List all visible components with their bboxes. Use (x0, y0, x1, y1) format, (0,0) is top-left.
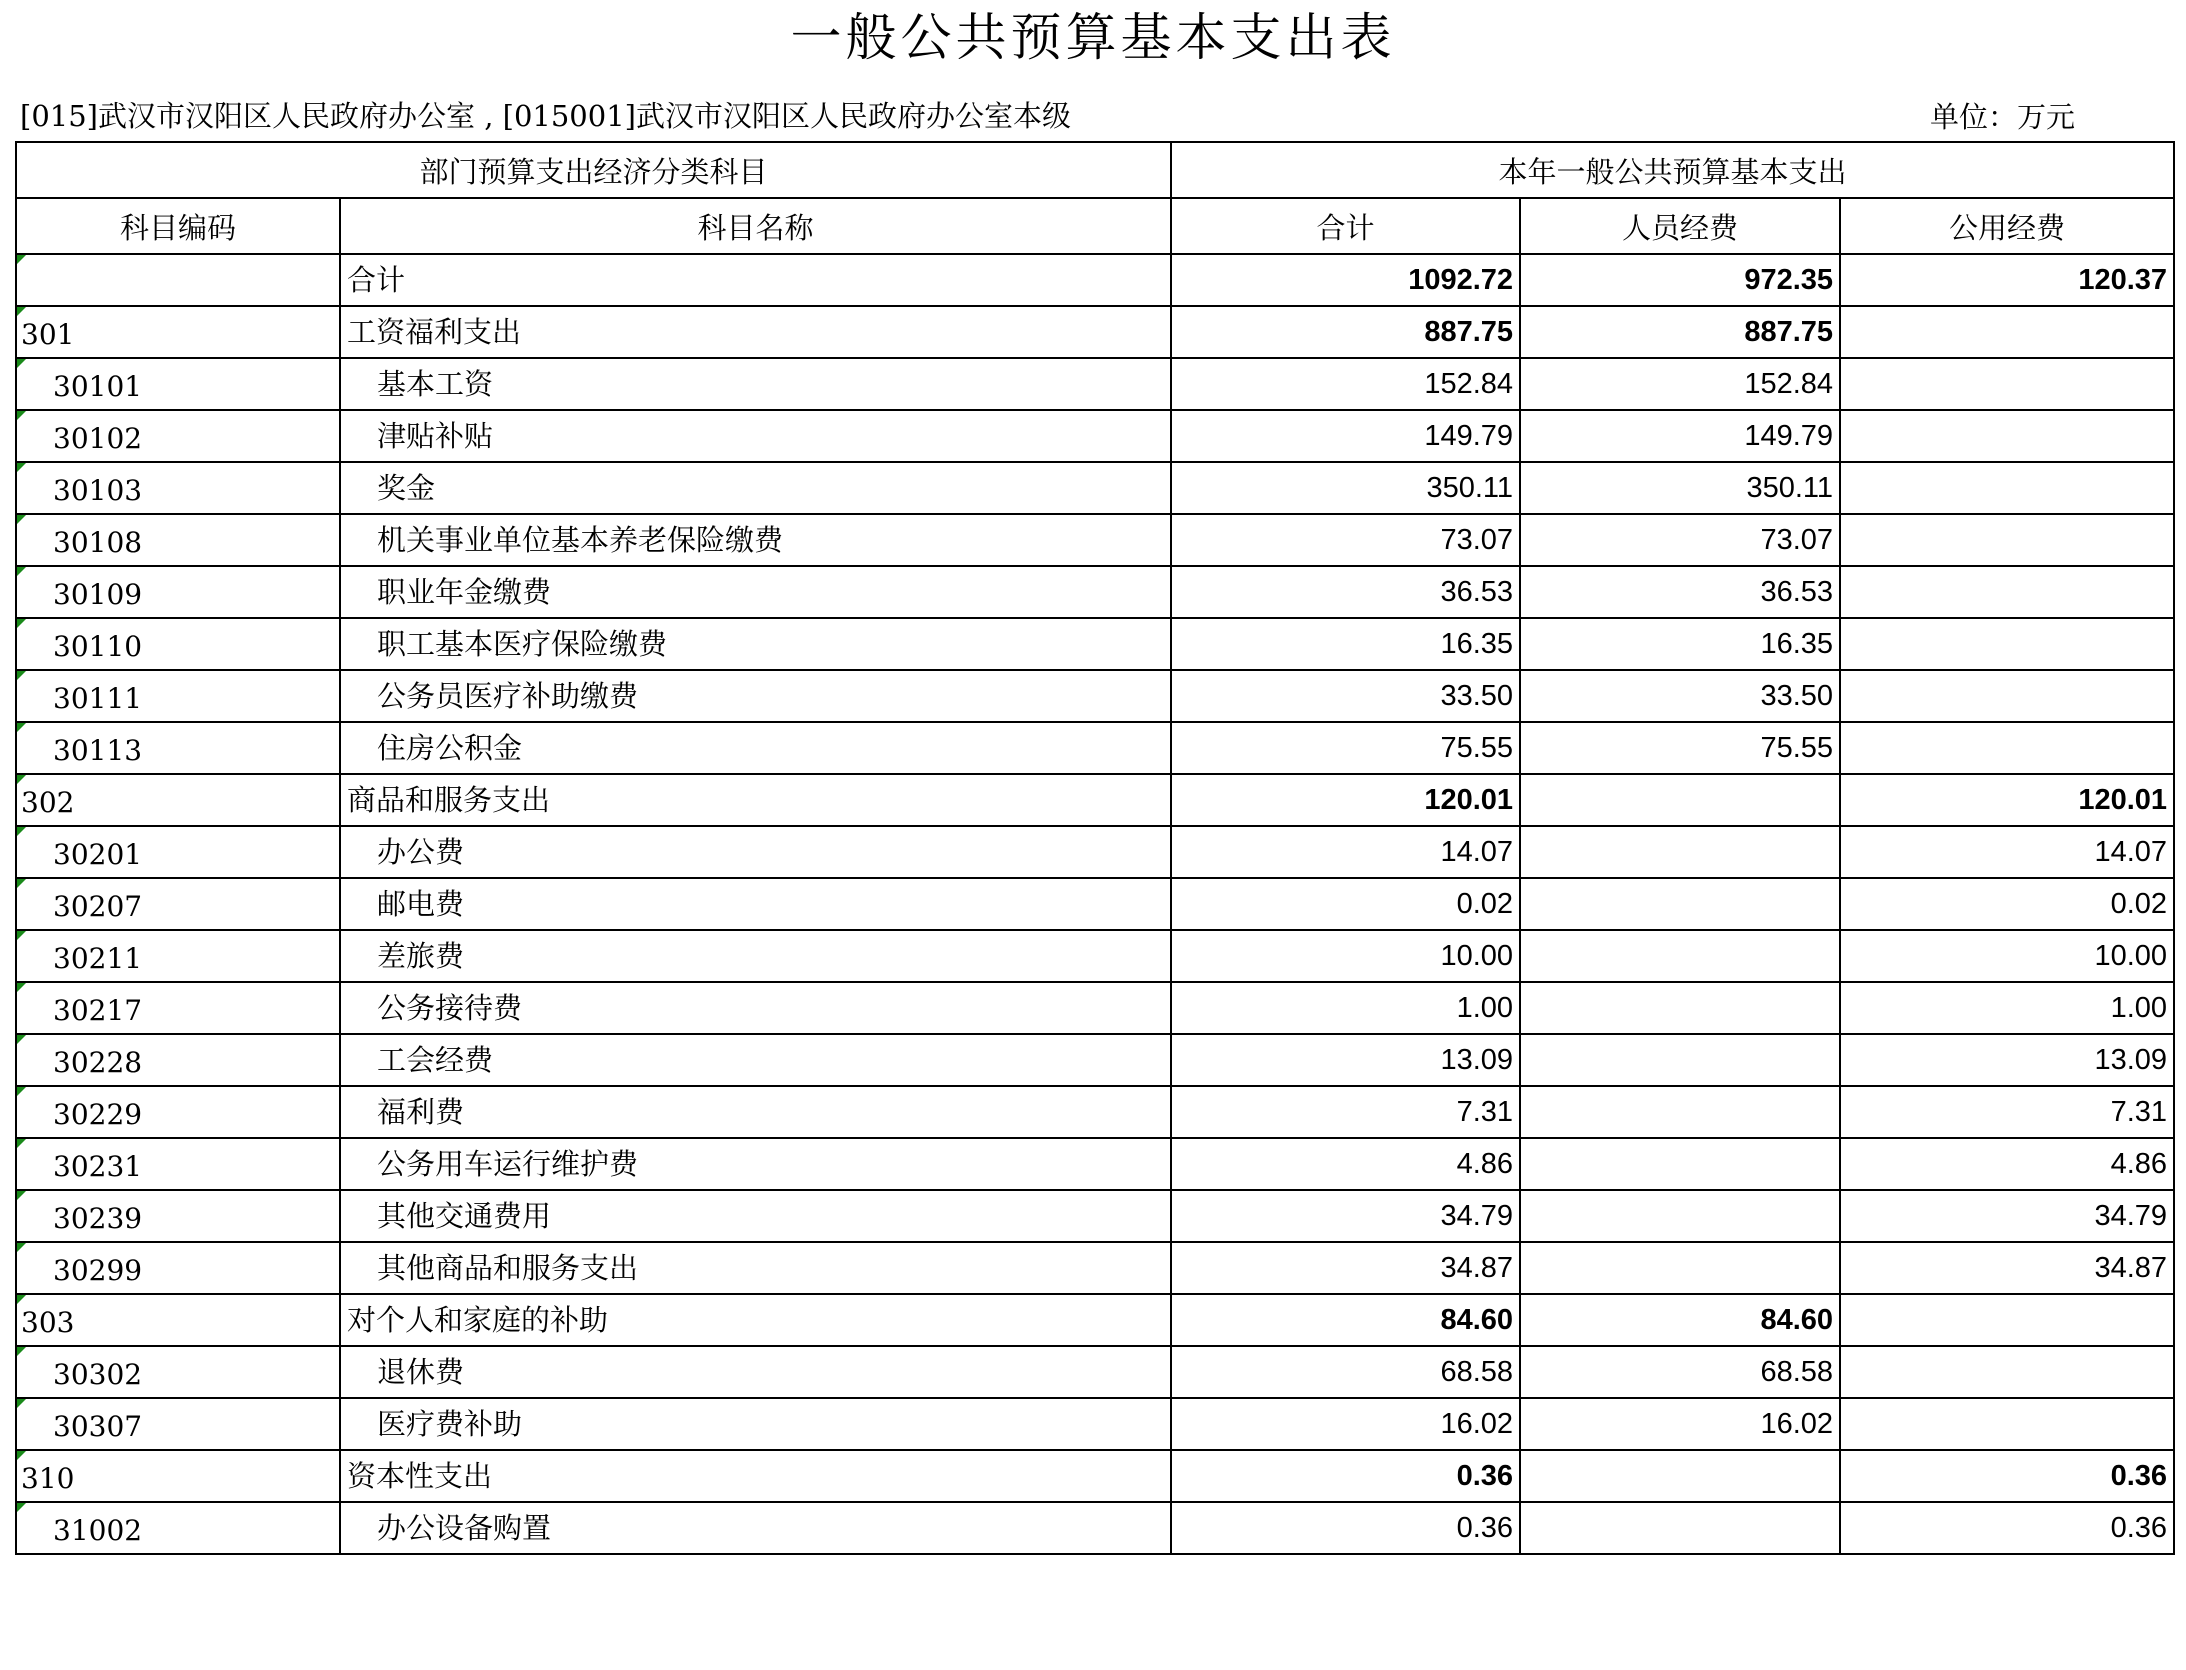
header-personnel: 人员经费 (1520, 198, 1840, 254)
cell-personnel (1520, 1502, 1840, 1554)
table-row (16, 1398, 2174, 1450)
cell-total: 4.86 (1171, 1138, 1520, 1190)
cell-personnel: 149.79 (1520, 410, 1840, 462)
cell-name: 资本性支出 (340, 1450, 1171, 1502)
cell-code: 30307 (16, 1398, 340, 1450)
header-total: 合计 (1171, 198, 1520, 254)
cell-total: 0.36 (1171, 1502, 1520, 1554)
cell-public: 0.36 (1840, 1502, 2174, 1554)
cell-public (1840, 1294, 2174, 1346)
table-row (16, 1190, 2174, 1242)
cell-total: 33.50 (1171, 670, 1520, 722)
cell-public: 34.79 (1840, 1190, 2174, 1242)
cell-personnel: 33.50 (1520, 670, 1840, 722)
cell-personnel: 887.75 (1520, 306, 1840, 358)
cell-code: 30109 (16, 566, 340, 618)
cell-personnel (1520, 1138, 1840, 1190)
table-row (16, 982, 2174, 1034)
cell-public: 120.01 (1840, 774, 2174, 826)
table-row (16, 826, 2174, 878)
cell-public (1840, 462, 2174, 514)
cell-public (1840, 358, 2174, 410)
cell-total: 84.60 (1171, 1294, 1520, 1346)
header-public: 公用经费 (1840, 198, 2174, 254)
cell-code: 30113 (16, 722, 340, 774)
cell-total: 36.53 (1171, 566, 1520, 618)
cell-name: 商品和服务支出 (340, 774, 1171, 826)
cell-personnel: 36.53 (1520, 566, 1840, 618)
cell-code: 30207 (16, 878, 340, 930)
cell-total: 34.79 (1171, 1190, 1520, 1242)
cell-personnel (1520, 878, 1840, 930)
cell-public: 1.00 (1840, 982, 2174, 1034)
cell-name: 公务接待费 (340, 982, 1171, 1034)
cell-name: 职工基本医疗保险缴费 (340, 618, 1171, 670)
header-economic-category: 部门预算支出经济分类科目 (16, 142, 1171, 198)
cell-name: 住房公积金 (340, 722, 1171, 774)
cell-total: 0.36 (1171, 1450, 1520, 1502)
table-row (16, 878, 2174, 930)
cell-total: 16.35 (1171, 618, 1520, 670)
cell-name: 津贴补贴 (340, 410, 1171, 462)
cell-code: 30299 (16, 1242, 340, 1294)
cell-code: 30101 (16, 358, 340, 410)
cell-total: 34.87 (1171, 1242, 1520, 1294)
cell-name: 福利费 (340, 1086, 1171, 1138)
cell-name: 奖金 (340, 462, 1171, 514)
table-row (16, 774, 2174, 826)
cell-code: 310 (16, 1450, 340, 1502)
table-row (16, 670, 2174, 722)
page-title: 一般公共预算基本支出表 (790, 9, 1396, 68)
cell-personnel (1520, 826, 1840, 878)
cell-total: 1092.72 (1171, 254, 1520, 306)
cell-code: 30229 (16, 1086, 340, 1138)
cell-code: 30211 (16, 930, 340, 982)
cell-name: 职业年金缴费 (340, 566, 1171, 618)
budget-table (15, 141, 2175, 1555)
table-row (16, 462, 2174, 514)
cell-name: 退休费 (340, 1346, 1171, 1398)
cell-public (1840, 306, 2174, 358)
cell-name: 医疗费补助 (340, 1398, 1171, 1450)
cell-personnel (1520, 774, 1840, 826)
header-row-group (16, 142, 2174, 198)
cell-code: 30201 (16, 826, 340, 878)
cell-name: 机关事业单位基本养老保险缴费 (340, 514, 1171, 566)
cell-total: 10.00 (1171, 930, 1520, 982)
cell-public: 10.00 (1840, 930, 2174, 982)
table-row (16, 1450, 2174, 1502)
table-row (16, 410, 2174, 462)
cell-total: 350.11 (1171, 462, 1520, 514)
table-row (16, 1346, 2174, 1398)
cell-code: 301 (16, 306, 340, 358)
cell-public (1840, 410, 2174, 462)
cell-name: 工会经费 (340, 1034, 1171, 1086)
cell-public (1840, 722, 2174, 774)
cell-personnel (1520, 1034, 1840, 1086)
cell-name: 差旅费 (340, 930, 1171, 982)
table-row (16, 566, 2174, 618)
cell-code: 30217 (16, 982, 340, 1034)
table-row (16, 1294, 2174, 1346)
table-row (16, 1502, 2174, 1554)
cell-personnel: 972.35 (1520, 254, 1840, 306)
cell-public: 14.07 (1840, 826, 2174, 878)
cell-total: 0.02 (1171, 878, 1520, 930)
header-code: 科目编码 (16, 198, 340, 254)
cell-personnel: 75.55 (1520, 722, 1840, 774)
cell-personnel (1520, 1450, 1840, 1502)
cell-code: 302 (16, 774, 340, 826)
unit-label: 单位：万元 (1930, 100, 2076, 134)
cell-name: 邮电费 (340, 878, 1171, 930)
table-row (16, 358, 2174, 410)
cell-code: 30110 (16, 618, 340, 670)
cell-total: 73.07 (1171, 514, 1520, 566)
cell-personnel: 73.07 (1520, 514, 1840, 566)
header-name: 科目名称 (340, 198, 1171, 254)
cell-public: 34.87 (1840, 1242, 2174, 1294)
cell-public (1840, 1346, 2174, 1398)
organization-label: [015]武汉市汉阳区人民政府办公室 , [015001]武汉市汉阳区人民政府办公室本级 (20, 99, 1071, 133)
cell-public: 0.36 (1840, 1450, 2174, 1502)
cell-name: 对个人和家庭的补助 (340, 1294, 1171, 1346)
table-row (16, 1138, 2174, 1190)
cell-total: 7.31 (1171, 1086, 1520, 1138)
cell-code: 30239 (16, 1190, 340, 1242)
cell-personnel: 16.02 (1520, 1398, 1840, 1450)
cell-personnel: 350.11 (1520, 462, 1840, 514)
table-row (16, 722, 2174, 774)
cell-public: 120.37 (1840, 254, 2174, 306)
cell-personnel: 152.84 (1520, 358, 1840, 410)
cell-code: 30302 (16, 1346, 340, 1398)
table-row (16, 618, 2174, 670)
cell-name: 公务员医疗补助缴费 (340, 670, 1171, 722)
header-row-columns (16, 198, 2174, 254)
cell-personnel: 68.58 (1520, 1346, 1840, 1398)
cell-name: 基本工资 (340, 358, 1171, 410)
table-body (16, 254, 2174, 1554)
table-row (16, 930, 2174, 982)
cell-total: 16.02 (1171, 1398, 1520, 1450)
cell-public (1840, 1398, 2174, 1450)
cell-code: 30108 (16, 514, 340, 566)
table-row (16, 514, 2174, 566)
cell-name: 办公设备购置 (340, 1502, 1171, 1554)
cell-personnel: 84.60 (1520, 1294, 1840, 1346)
cell-public (1840, 618, 2174, 670)
cell-personnel: 16.35 (1520, 618, 1840, 670)
cell-personnel (1520, 1086, 1840, 1138)
cell-name: 工资福利支出 (340, 306, 1171, 358)
cell-name: 合计 (340, 254, 1171, 306)
header-current-year-expenditure: 本年一般公共预算基本支出 (1171, 142, 2174, 198)
table-row (16, 306, 2174, 358)
cell-total: 75.55 (1171, 722, 1520, 774)
cell-public (1840, 514, 2174, 566)
cell-name: 其他交通费用 (340, 1190, 1171, 1242)
cell-total: 120.01 (1171, 774, 1520, 826)
cell-total: 13.09 (1171, 1034, 1520, 1086)
cell-public: 7.31 (1840, 1086, 2174, 1138)
cell-name: 公务用车运行维护费 (340, 1138, 1171, 1190)
table-row (16, 254, 2174, 306)
cell-code (16, 254, 340, 306)
cell-code: 30231 (16, 1138, 340, 1190)
cell-public (1840, 566, 2174, 618)
cell-total: 1.00 (1171, 982, 1520, 1034)
cell-code: 30102 (16, 410, 340, 462)
cell-public: 13.09 (1840, 1034, 2174, 1086)
cell-personnel (1520, 1242, 1840, 1294)
cell-personnel (1520, 930, 1840, 982)
cell-name: 办公费 (340, 826, 1171, 878)
cell-total: 887.75 (1171, 306, 1520, 358)
table-row (16, 1034, 2174, 1086)
cell-personnel (1520, 982, 1840, 1034)
cell-code: 303 (16, 1294, 340, 1346)
cell-public: 4.86 (1840, 1138, 2174, 1190)
cell-total: 14.07 (1171, 826, 1520, 878)
table-row (16, 1086, 2174, 1138)
cell-name: 其他商品和服务支出 (340, 1242, 1171, 1294)
table-row (16, 1242, 2174, 1294)
cell-total: 152.84 (1171, 358, 1520, 410)
cell-code: 30228 (16, 1034, 340, 1086)
cell-code: 30111 (16, 670, 340, 722)
cell-public: 0.02 (1840, 878, 2174, 930)
cell-code: 31002 (16, 1502, 340, 1554)
cell-code: 30103 (16, 462, 340, 514)
cell-total: 149.79 (1171, 410, 1520, 462)
cell-personnel (1520, 1190, 1840, 1242)
cell-total: 68.58 (1171, 1346, 1520, 1398)
cell-public (1840, 670, 2174, 722)
